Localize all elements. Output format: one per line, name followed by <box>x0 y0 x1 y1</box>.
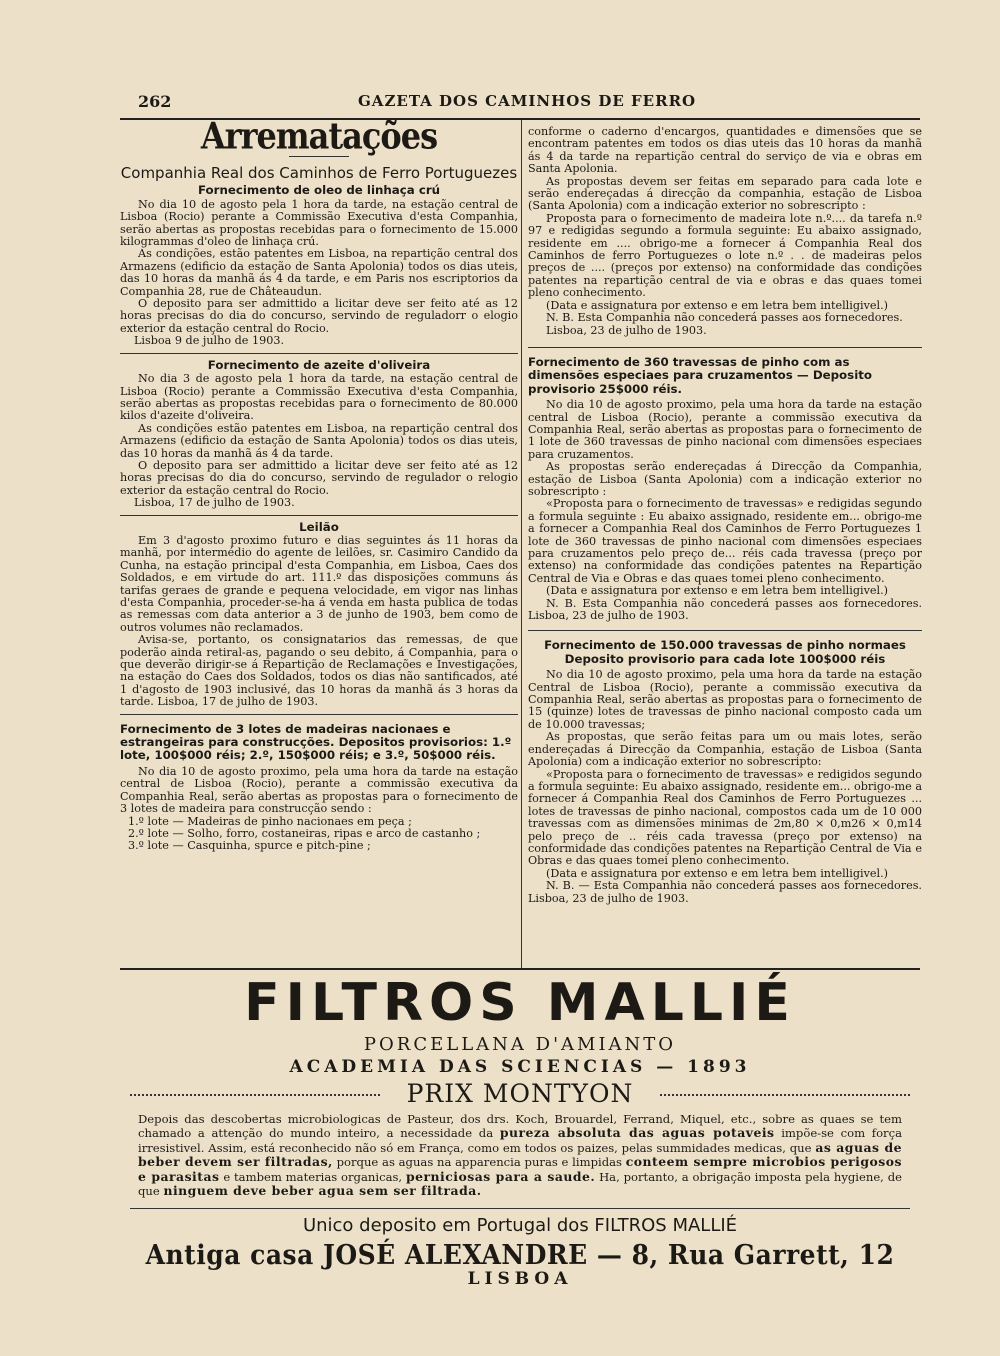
notice-heading-olive-oil: Fornecimento de azeite d'oliveira <box>207 357 431 372</box>
section-title: Arrematações <box>200 114 438 158</box>
dateline: Lisboa, 23 de julho de 1903. <box>546 323 707 337</box>
advertisement <box>120 972 920 1289</box>
paragraph: O deposito para ser admittido a licitar deve ser feito até as 12 horas precisas do dia do concurso, servindo de reguladorr o elogio exterior da estação central do Rocio. <box>120 297 518 335</box>
ad-body <box>138 1113 902 1198</box>
paragraph: Em 3 d'agosto proximo futuro e dias seguintes ás 11 horas da manhã, por intermédio do agente de leilões, sr. Casimiro Candido da Cunha, na estação principal d'esta Companhia, em Lisboa, Caes dos Soldados, e em virtude do art. 111.º das disposições communs ás tarifas geraes de grande e pequena velocidade, em vigor nas linhas d'esta Companhia, proceder-se-ha á venda em hasta publica de todas as remessas com data anterior a 3 de junho de 1903, bem como de outros volumes não reclamados. <box>120 533 518 634</box>
ad-text: impõe-se com força irresistivel. Assim, está reconhecido não só em França, como em todos os paizes, pelas summidades medicas, que <box>138 1126 902 1155</box>
paragraph: No dia 10 de agosto proximo, pela uma hora da tarde na estação Central de Lisboa (Rocio), perante a commissão executiva da Companhia Real, serão abertas as propostas para o fornecimento de 15 (quinze) lotes de travessas de pinho nacional composto cada um de 10.000 travessas; <box>528 668 922 731</box>
paragraph: As propostas, que serão feitas para um ou mais lotes, serão endereçadas á Direcção da Companhia, estação de Lisboa (Santa Apolonia) com a indicação exterior no sobrescripto: <box>528 730 922 769</box>
advertisement-rule <box>120 968 920 970</box>
page-number: 262 <box>138 92 172 111</box>
paragraph: «Proposta para o fornecimento de travessas» e redigidos segundo a formula seguinte: Eu abaixo assignado, residente em... obrigo-me a fornecer á Companhia Real dos Caminhos de Ferro Portuguezes ... lotes de travessas de pinho nacional, compostos cada um de 10 000 travessas com as dimensões minimas de 2m,80 × 0,m26 × 0,m14 pelo preço de .. réis cada travessa (preço por extenso) na conformidade das condições patentes na Repartição Central de Via e Obras e das quaes tomei pleno conhecimento. <box>528 767 922 868</box>
prix-montyon: PRIX MONTYON <box>406 1079 634 1108</box>
ad-subtitle: PORCELLANA D'AMIANTO <box>363 1034 677 1055</box>
ad-text: e tambem materias organicas, <box>219 1169 406 1184</box>
paragraph: No dia 10 de agosto pela 1 hora da tarde, na estação central de Lisboa (Rocio) perante a Commissão Executiva d'esta Companhia, serão abertas as propostas recebidas para o fornecimento de 15.000 kilogrammas d'oleo de linhaça crú. <box>120 197 518 249</box>
paragraph: N. B. Esta Companhia não concederá passes aos fornecedores. <box>546 311 903 325</box>
paragraph: As condições, estão patentes em Lisboa, na repartição central dos Armazens (edificio da estação de Santa Apolonia) todos os dias uteis, das 10 horas da manhã ás 4 da tarde, e em Paris nos escriptorios da Companhia 28, rue de Châteaudun. <box>120 247 518 298</box>
paragraph: conforme o caderno d'encargos, quantidades e dimensões que se encontram patentes em todos os dias uteis das 10 horas da manhã ás 4 da tarde na repartição central do serviço de via e obras em Santa Apolonia. <box>528 125 922 176</box>
list-item: 1.º lote — Madeiras de pinho nacionaes em peça ; <box>128 814 412 828</box>
page-header <box>138 90 918 116</box>
ad-emphasis: perniciosas para a saude. <box>405 1168 596 1184</box>
paragraph: No dia 3 de agosto pela 1 hora da tarde, na estação central de Lisboa (Rocio) perante a Commissão Executiva d'esta Companhia, serão abertas as propostas recebidas para o fornecimento de 80.000 kilos d'azeite d'oliveira. <box>120 372 518 423</box>
ad-emphasis: conteem sempre microbios perigosos e parasitas <box>138 1154 902 1184</box>
paragraph: Avisa-se, portanto, os consignatarios das remessas, de que poderão ainda retiral-as, pagando o seu debito, á Companhia, para o que deverão dirigir-se á Repartição de Reclamações e Investigações, na estação do Caes dos Soldados, todos os dias não santificados, até 1 d'agosto de 1903 inclusivé, das 10 horas da manhã ás 3 horas da tarde. Lisboa, 17 de julho de 1903. <box>120 633 518 709</box>
paragraph: «Proposta para o fornecimento de travessas» e redigidas segundo a formula seguinte : Eu abaixo assignado, residente em... obrigo-me a fornecer a Companhia Real dos Caminhos de Ferro Portuguezes 1 lote de 360 travessas de pinho nacional com dimensões especiaes para cruzamentos pelo preço de... réis cada travessa (preço por extenso) na conformidade das condições patentes na Repartição Central de Via e Obras e das quaes tomei pleno conhecimento. <box>528 497 922 585</box>
column-divider <box>521 120 522 968</box>
separator <box>528 347 922 348</box>
paragraph: (Data e assignatura por extenso e em letra bem intelligivel.) <box>546 866 889 880</box>
notice-heading-360-sleepers: Fornecimento de 360 travessas de pinho com as dimensões especiaes para cruzamentos — Deposito provisorio 25$000 réis. <box>528 354 872 396</box>
ad-city: LISBOA <box>467 1269 573 1290</box>
ad-depot-line: Unico deposito em Portugal dos FILTROS MALLIÉ <box>302 1215 738 1237</box>
ad-emphasis: ninguem deve beber agua sem ser filtrada. <box>163 1183 482 1199</box>
prix-row <box>120 1079 920 1109</box>
separator <box>528 630 922 631</box>
notice-heading-linseed-oil: Fornecimento de oleo de linhaça crú <box>197 183 441 198</box>
paragraph: N. B. — Esta Companhia não concederá passes aos fornecedores. Lisboa, 23 de julho de 1903. <box>528 879 922 905</box>
right-column <box>528 126 922 905</box>
paragraph: (Data e assignatura por extenso e em letra bem intelligivel.) <box>546 298 889 312</box>
notice-heading-timber: Fornecimento de 3 lotes de madeiras nacionaes e estrangeiras para construcções. Depositos provisorios: 1.º lote, 100$000 réis; 2.º, 150$000 réis; e 3.º, 50$000 réis. <box>120 721 512 763</box>
ad-academy-line: ACADEMIA DAS SCIENCIAS — 1893 <box>289 1057 751 1077</box>
dateline: Lisboa 9 de julho de 1903. <box>134 334 284 348</box>
dateline: Lisboa, 17 de julho de 1903. <box>134 496 295 510</box>
paragraph: (Data e assignatura por extenso e em letra bem intelligivel.) <box>546 584 889 598</box>
separator <box>120 714 518 715</box>
company-name: Companhia Real dos Caminhos de Ferro Portuguezes <box>120 164 518 183</box>
ad-divider <box>130 1208 910 1209</box>
list-item: 3.º lote — Casquinha, spurce e pitch-pine ; <box>128 839 371 853</box>
notice-heading-auction: Leilão <box>299 519 339 534</box>
separator <box>120 515 518 516</box>
list-item: 2.º lote — Solho, forro, costaneiras, ripas e arco de castanho ; <box>128 826 481 840</box>
paragraph: As propostas serão endereçadas á Direcção da Companhia, estação de Lisboa (Santa Apolonia) com a indicação exterior no sobrescripto : <box>528 460 922 498</box>
ad-text: Ha, portanto, a obrigação imposta pela hygiene, de que <box>138 1169 902 1199</box>
ad-emphasis: pureza absoluta das aguas potaveis <box>499 1125 775 1141</box>
dotted-rule <box>130 1094 380 1096</box>
ad-title: FILTROS MALLIÉ <box>244 973 796 1033</box>
ad-address: Antiga casa JOSÉ ALEXANDRE — 8, Rua Garrett, 12 <box>145 1238 895 1271</box>
paragraph: As condições estão patentes em Lisboa, na repartição central dos Armazens (edificio da estação de Santa Apolonia) todos os dias uteis, das 10 horas da manhã ás 4 da tarde. <box>120 421 518 460</box>
paragraph: Proposta para o fornecimento de madeira lote n.º.... da tarefa n.º 97 e redigidas segundo a formula seguinte: Eu abaixo assignado, residente em .... obrigo-me a fornecer á Companhia Real dos Caminhos de ferro Portuguezes o lote n.º . . de madeiras pelos preços de .... (preços por extenso) na conformidade das condições patentes na repartição central de via e obras e das quaes tomei pleno conhecimento. <box>528 211 922 300</box>
separator <box>120 353 518 354</box>
paragraph: N. B. Esta Companhia não concederá passes aos fornecedores. Lisboa, 23 de julho de 1903. <box>528 596 922 623</box>
paragraph: No dia 10 de agosto proximo, pela uma hora da tarde na estação central de Lisboa (Rocio), perante a commissão executiva da Companhia Real, serão abertas as propostas para o fornecimento de 3 lotes de madeira para construcção sendo : <box>120 764 518 816</box>
ad-text: porque as aguas na apparencia puras e limpidas <box>332 1155 626 1170</box>
paragraph: O deposito para ser admittido a licitar deve ser feito até as 12 horas precisas do dia do concurso, servindo de regulador o relogio exterior da estação central do Rocio. <box>120 458 518 497</box>
notice-heading-150000-sleepers: Fornecimento de 150.000 travessas de pinho normaes Deposito provisorio para cada lote 100$000 réis <box>544 638 906 666</box>
left-column <box>120 114 518 853</box>
dotted-rule <box>660 1094 910 1096</box>
ad-text: Depois das descobertas microbiologicas de Pasteur, dos drs. Koch, Brouardel, Ferrand, Miquel, etc., sobre as quaes se tem chamado a attenção do mundo inteiro, a necessidade da <box>138 1112 902 1141</box>
lot-list <box>120 816 518 853</box>
periodical-title: GAZETA DOS CAMINHOS DE FERRO <box>358 92 697 110</box>
ad-emphasis: as aguas de beber devem ser filtradas, <box>138 1139 902 1170</box>
paragraph: As propostas devem ser feitas em separado para cada lote e serão endereçadas á direcção da companhia, estação de Lisboa (Santa Apolonia) com a indicação exterior no sobrescripto : <box>528 174 922 213</box>
paragraph: No dia 10 de agosto proximo, pela uma hora da tarde na estação central de Lisboa (Rocio), perante a commissão executiva da Companhia Real, serão abertas as propostas para o fornecimento de 1 lote de 360 travessas de pinho nacional com dimensões especiaes para cruzamentos. <box>528 398 922 461</box>
